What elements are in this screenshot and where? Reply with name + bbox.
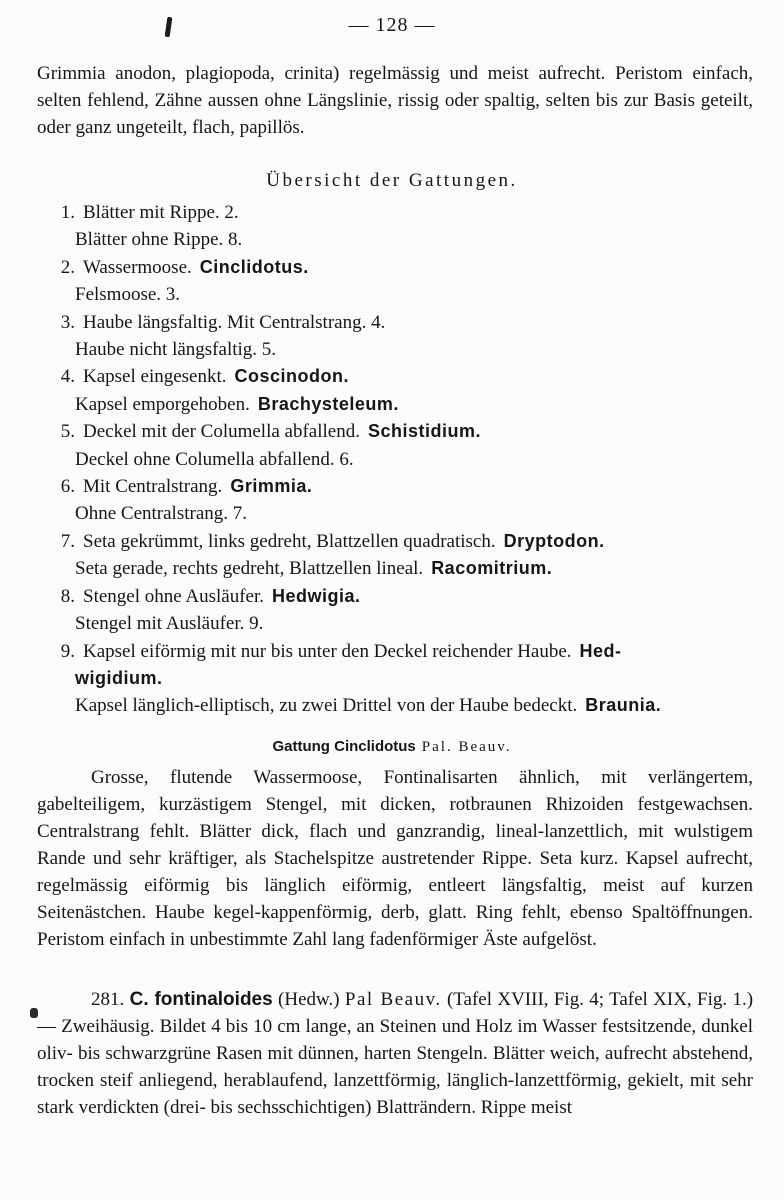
page-number: — 128 — (348, 14, 436, 36)
species-text: (Tafel XVIII, Fig. 4; Tafel XIX, Fig. 1.) — Zweihäusig. Bildet 4 bis 10 cm lange, an Steinen und Holz im Wasser festsitzende, dunkel oliv- bis schwarzgrüne Rasen mit dünnen, harten Stengeln. Blätter weich, aufrecht abstehend, trocken steif anliegend, herablaufend, lanzettförmig, länglich-lanzettförmig, gekielt, mit sehr stark verdickten (drei- bis sechsschichtigen) Blatträndern. Rippe meist (37, 989, 754, 1118)
intro-paragraph: Grimmia anodon, plagiopoda, crinita) regelmässig und meist aufrecht. Peristom einfach, selten fehlend, Zähne aussen ohne Längslinie, rissig oder spaltig, selten bis zur Basis geteilt, oder ganz ungeteilt, flach, papillös. (37, 63, 753, 138)
genus-name: wigidium. (75, 667, 163, 688)
key-line: Kapsel eingesenkt. (83, 366, 227, 388)
key-line: Kapsel emporgehoben. (75, 393, 250, 415)
key-line: Stengel ohne Ausläufer. (83, 585, 264, 607)
genus-heading (0, 738, 784, 756)
key-line: Wassermoose. (83, 256, 192, 278)
genus-name: Racomitrium. (431, 558, 553, 579)
key-line: Kapsel eiförmig mit nur bis unter den Deckel reichender Haube. (83, 640, 572, 662)
genus-name: Hedwigia. (272, 585, 361, 606)
key-line: Blätter ohne Rippe. 8. (75, 229, 243, 251)
species-entry (37, 986, 753, 1121)
key-entry (37, 363, 767, 390)
key-entry (37, 583, 767, 610)
species-author: (Hedw.) (278, 989, 340, 1010)
key-number: 2. (60, 256, 75, 278)
key-entry (37, 309, 767, 336)
key-line: Stengel mit Ausläufer. 9. (75, 613, 264, 635)
genus-name: Hed- (579, 640, 622, 661)
key-line: Deckel ohne Columella abfallend. 6. (75, 448, 354, 470)
key-number: 6. (60, 476, 75, 498)
key-line: Haube nicht längsfaltig. 5. (75, 339, 277, 361)
key-number: 9. (60, 640, 75, 662)
key-line: Kapsel länglich-elliptisch, zu zwei Drittel von der Haube bedeckt. (75, 695, 578, 717)
key-number: 1. (60, 202, 75, 223)
key-number: 8. (60, 585, 75, 607)
genus-name: Grimmia. (230, 476, 313, 497)
key-number: 7. (60, 530, 75, 552)
genus-name: Coscinodon. (234, 366, 350, 387)
key-entry (37, 528, 767, 555)
key-line: Seta gerade, rechts gedreht, Blattzellen lineal. (75, 558, 424, 580)
genus-key (37, 199, 767, 720)
genus-heading-label: Gattung Cinclidotus (272, 738, 416, 755)
genus-name: Braunia. (585, 695, 662, 716)
key-line: Ohne Centralstrang. 7. (75, 503, 248, 525)
genus-name: Brachysteleum. (257, 393, 399, 414)
key-entry (37, 638, 767, 665)
genus-description: Grosse, flutende Wassermoose, Fontinalisarten ähnlich, mit verlängertem, gabelteiligem, kurzästigem Stengel, mit dicken, rotbraunen Rhizoiden festgewachsen. Centralstrang fehlt. Blätter dick, flach und ganzrandig, lineal-lanzettlich, mit wulstigem Rande und sehr kräftiger, als Stachelspitze austretender Rippe. Seta kurz. Kapsel aufrecht, regelmässig eiförmig bis länglich eiförmig, entleert längsfaltig, meist auf kurzen Seitenästchen. Haube kegel-kappenförmig, derb, glatt. Ring fehlt, ebenso Spaltöffnungen. Peristom einfach in unbestimmte Zahl lang fadenförmiger Äste aufgelöst. (37, 767, 753, 950)
key-line: Mit Centralstrang. (83, 476, 223, 498)
key-number: 4. (60, 366, 75, 388)
key-number: 3. (60, 311, 75, 333)
species-name: C. fontinaloides (129, 989, 273, 1010)
genus-name: Cinclidotus. (199, 256, 309, 277)
key-entry (37, 199, 767, 226)
key-line: Haube längsfaltig. Mit Centralstrang. 4. (83, 311, 386, 333)
key-entry (37, 418, 767, 445)
key-line: Seta gekrümmt, links gedreht, Blattzellen quadratisch. (83, 530, 496, 552)
key-line: Blätter mit Rippe. 2. (83, 202, 239, 223)
key-line: Deckel mit der Columella abfallend. (83, 421, 360, 443)
key-entry (37, 254, 767, 281)
species-number: 281. (91, 989, 125, 1010)
species-author-2: Pal Beauv. (344, 989, 442, 1010)
key-line: Felsmoose. 3. (75, 284, 181, 306)
genus-name: Schistidium. (367, 421, 481, 442)
overview-heading: Übersicht der Gattungen. (266, 170, 518, 191)
genus-name: Dryptodon. (503, 530, 605, 551)
key-number: 5. (60, 421, 75, 443)
key-entry (37, 473, 767, 500)
genus-heading-author: Pal. Beauv. (421, 739, 512, 755)
